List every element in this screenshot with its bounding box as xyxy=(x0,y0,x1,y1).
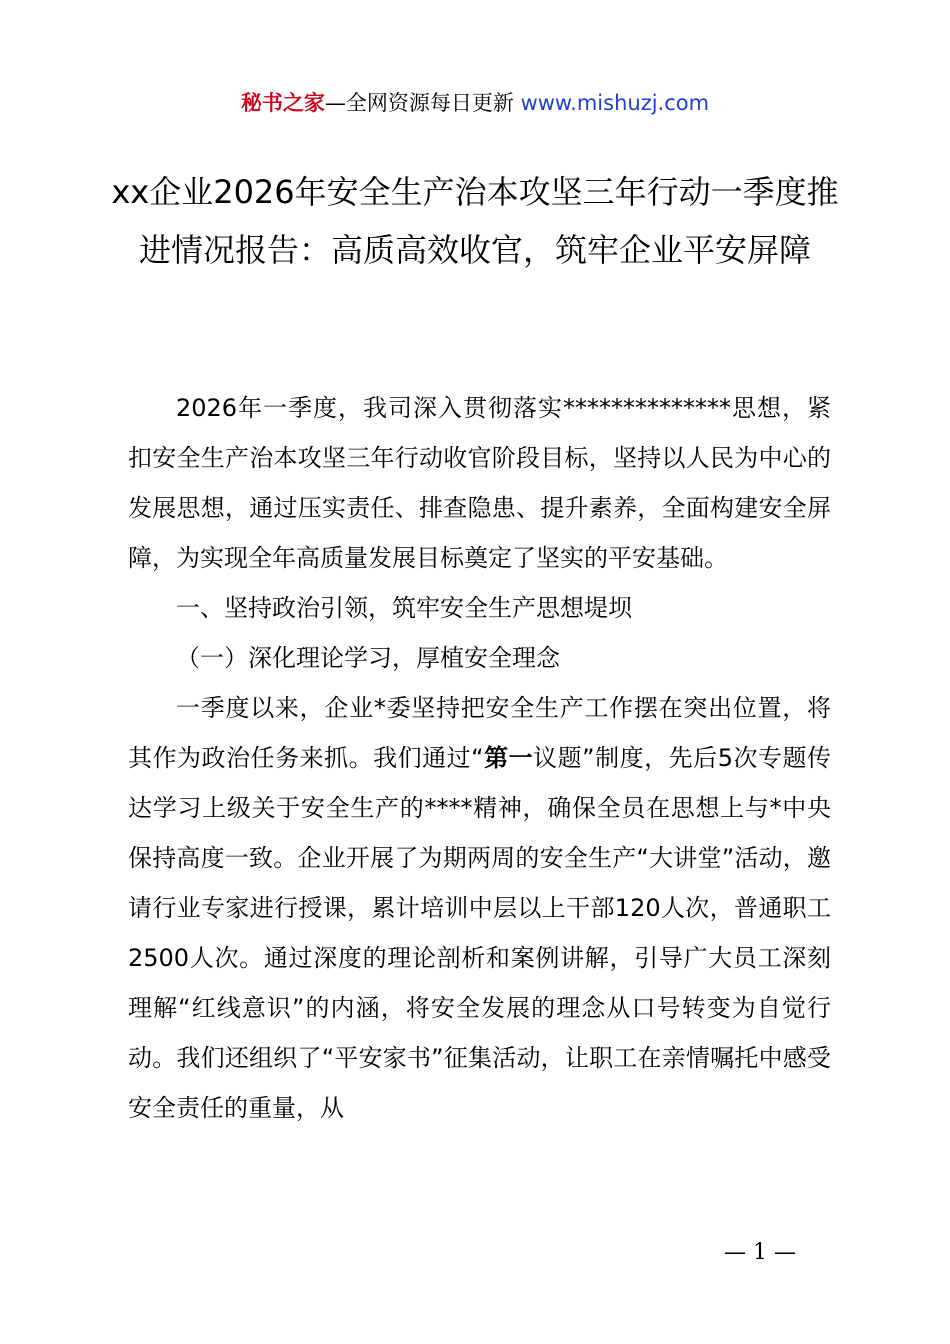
document-title: xx企业2026年安全生产治本攻坚三年行动一季度推进情况报告：高质高效收官，筑牢企业平安屏障 xyxy=(111,173,839,269)
body-paragraph xyxy=(128,683,831,1133)
brand-name: 秘书之家 xyxy=(240,91,325,115)
intro-paragraph: 2026年一季度，我司深入贯彻落实**************思想，紧扣安全生产治本攻坚三年行动收官阶段目标，坚持以人民为中心的发展思想，通过压实责任、排查隐患、提升素养，全面构建安全屏障，为实现全年高质量发展目标奠定了坚实的平安基础。 xyxy=(128,394,831,572)
body-text-part2: 议题”制度，先后5次专题传达学习上级关于安全生产的****精神，确保全员在思想上与*中央保持高度一致。企业开展了为期两周的安全生产“大讲堂”活动，邀请行业专家进行授课，累计培训中层以上干部120人次，普通职工2500人次。通过深度的理论剖析和案例讲解，引导广大员工深刻理解“红线意识”的内涵，将安全发展的理念从口号转变为自觉行动。我们还组织了“平安家书”征集活动，让职工在亲情嘱托中感受安全责任的重量，从 xyxy=(128,744,832,1122)
document-body xyxy=(128,383,831,1133)
bold-emphasis: 第一 xyxy=(483,744,534,772)
banner-tagline: —全网资源每日更新 xyxy=(324,91,521,115)
site-banner xyxy=(0,88,950,118)
site-url-link[interactable]: www.mishuzj.com xyxy=(520,91,710,115)
subsection-heading: （一）深化理论学习，厚植安全理念 xyxy=(176,644,560,672)
section-heading: 一、坚持政治引领，筑牢安全生产思想堤坝 xyxy=(176,594,632,622)
page-number: — 1 — xyxy=(724,1240,796,1265)
body-text-part1: 一季度以来，企业*委坚持把安全生产工作摆在突出位置，将其作为政治任务来抓。我们通过“ xyxy=(128,694,831,772)
